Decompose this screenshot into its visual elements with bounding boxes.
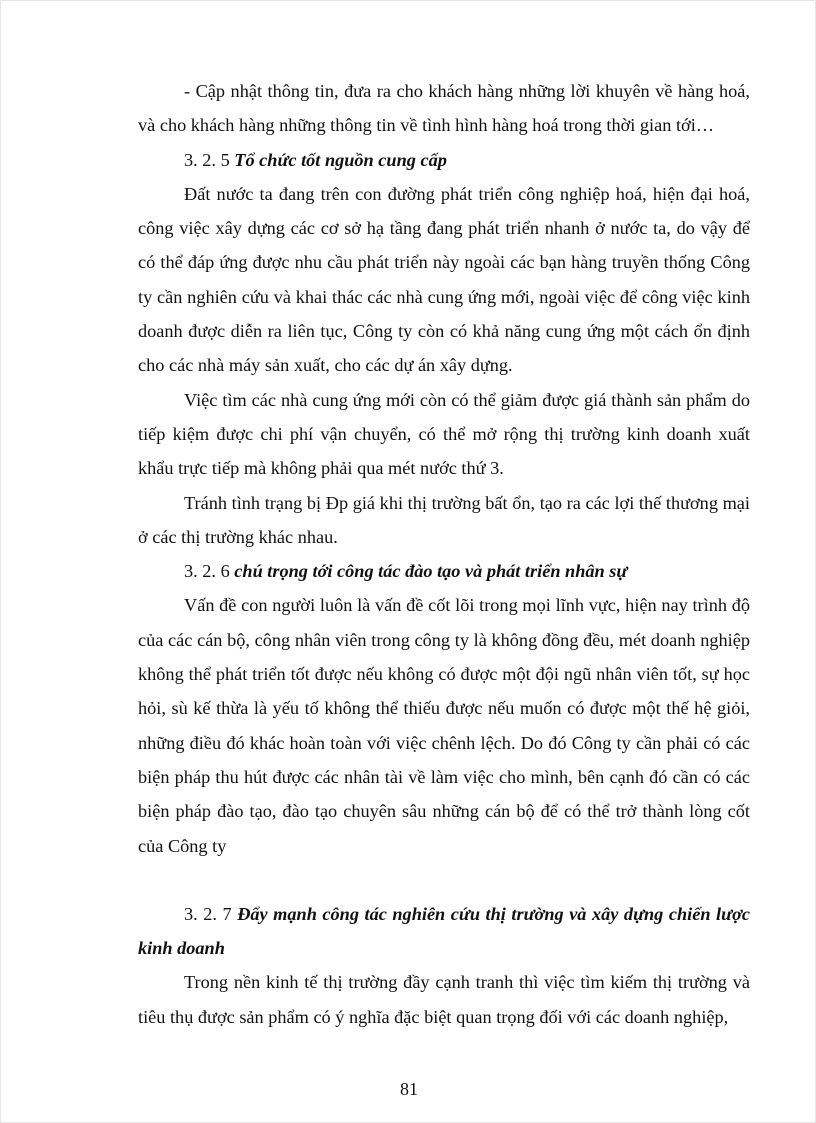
paragraph: Vấn đề con người luôn là vấn đề cốt lõi trong mọi lĩnh vực, hiện nay trình độ của các cán bộ, công nhân viên trong công ty là không đồng đều, mét doanh nghiệp không thể phát triển tốt được nếu không có được một đội ngũ nhân viên tốt, sự học hỏi, sù kế thừa là yếu tố không thể thiếu được nếu muốn có được một thế hệ giỏi, những điều đó khác hoàn toàn với việc chênh lệch. Do đó Công ty cần phải có các biện pháp thu hút được các nhân tài về làm việc cho mình, bên cạnh đó cần có các biện pháp đào tạo, đào tạo chuyên sâu những cán bộ để có thể trở thành lòng cốt của Công ty [138,595,750,856]
section-heading-3-2-7 [138,897,750,966]
paragraph: Tránh tình trạng bị Ðp giá khi thị trường bất ổn, tạo ra các lợi thế thương mại ở các thị trường khác nhau. [138,492,750,547]
paragraph: Trong nền kinh tế thị trường đầy cạnh tranh thì việc tìm kiếm thị trường và tiêu thụ được sản phẩm có ý nghĩa đặc biệt quan trọng đối với các doanh nghiệp, [138,972,750,1027]
section-number: 3. 2. 6 [184,561,235,582]
page-number: 81 [400,1079,418,1099]
section-title: chú trọng tới công tác đào tạo và phát triển nhân sự [234,561,628,582]
blank-line [138,863,750,897]
section-number: 3. 2. 5 [184,149,235,170]
section-title: Tổ chức tốt nguồn cung cấp [234,149,447,170]
paragraph: - Cập nhật thông tin, đưa ra cho khách hàng những lời khuyên về hàng hoá, và cho khách hàng những thông tin về tình hình hàng hoá trong thời gian tới… [138,81,750,136]
section-number: 3. 2. 7 [184,903,238,924]
section-heading-3-2-5 [138,143,750,177]
section-title: Đẩy mạnh công tác nghiên cứu thị trường và xây dựng chiến lược kinh doanh [138,903,750,959]
paragraph: Đất nước ta đang trên con đường phát triển công nghiệp hoá, hiện đại hoá, công việc xây dựng các cơ sở hạ tầng đang phát triển nhanh ở nước ta, do vậy để có thể đáp ứng được nhu cầu phát triển này ngoài các bạn hàng truyền thống Công ty cần nghiên cứu và khai thác các nhà cung ứng mới, ngoài việc để công việc kinh doanh được diễn ra liên tục, Công ty còn có khả năng cung ứng một cách ổn định cho các nhà máy sản xuất, cho các dự án xây dựng. [138,183,750,376]
page-body [138,74,750,1034]
section-heading-3-2-6 [138,554,750,588]
paragraph: Việc tìm các nhà cung ứng mới còn có thể giảm được giá thành sản phẩm do tiếp kiệm được chi phí vận chuyển, có thể mở rộng thị trường kinh doanh xuất khẩu trực tiếp mà không phải qua mét nước thứ 3. [138,389,750,479]
